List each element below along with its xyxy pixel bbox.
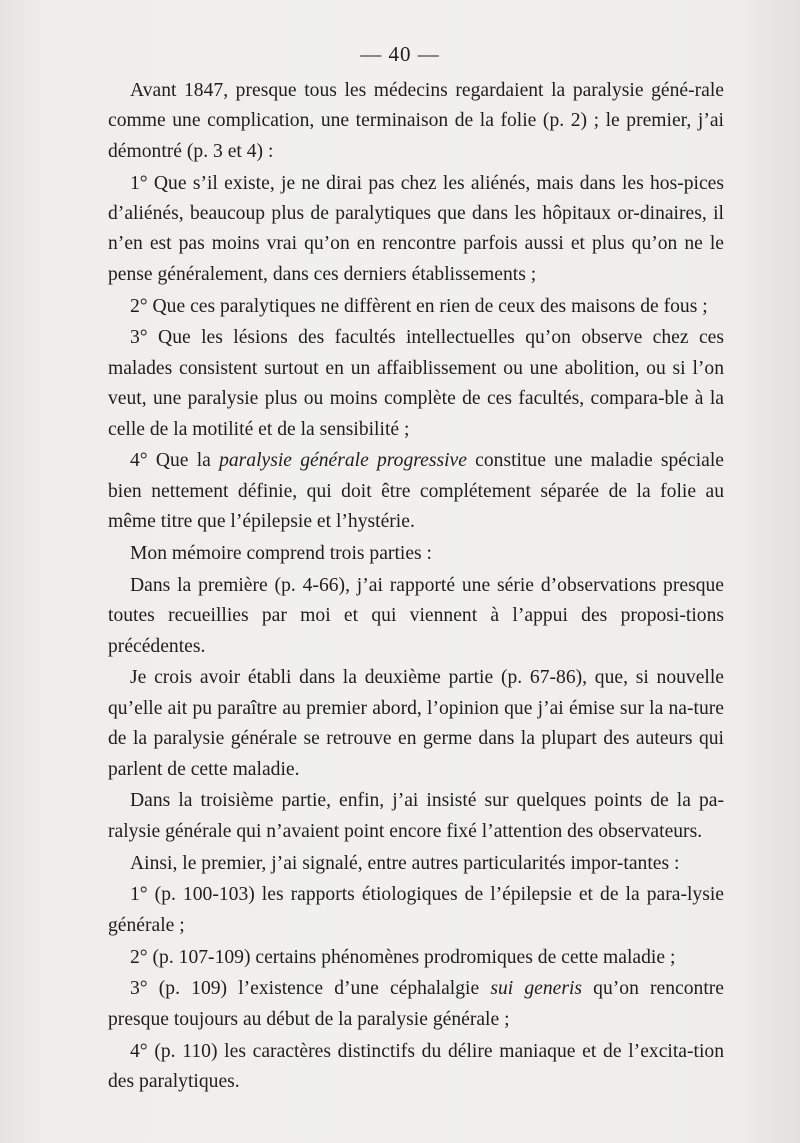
text-segment: Dans la troisième partie, enfin, j’ai insisté sur quelques points de la pa-ralysie générale qui n’avaient point encore fixé l’attention des observateurs. — [108, 790, 724, 842]
text-segment: 3° Que les lésions des facultés intellectuelles qu’on observe chez ces malades consistent surtout en un affaiblissement ou une abolition, ou si l’on veut, une paralysie plus ou moins complète de ces facultés, compara-ble à la celle de la motilité et de la sensibilité ; — [108, 327, 724, 440]
text-segment: Mon mémoire comprend trois parties : — [130, 543, 433, 565]
paragraph — [108, 446, 724, 537]
text-segment: Je crois avoir établi dans la deuxième partie (p. 67-86), que, si nouvelle qu’elle ait pu paraître au premier abord, l’opinion que j’ai émise sur la na-ture de la paralysie générale se retrouve en germe dans la plupart des auteurs qui parlent de cette maladie. — [108, 667, 724, 780]
text-segment: constitue une maladie spéciale bien nettement définie, qui doit être complétement séparée de la folie au même titre que l’épilepsie et l’hystérie. — [108, 450, 724, 533]
body-text — [108, 76, 724, 1097]
paragraph — [108, 571, 724, 662]
text-segment: 1° Que s’il existe, je ne dirai pas chez les aliénés, mais dans les hos-pices d’aliénés, beaucoup plus de paralytiques que dans les hôpitaux or-dinaires, il n’en est pas moins vrai qu’on en rencontre parfois aussi et plus qu’on ne le pense généralement, dans ces derniers établissements ; — [108, 172, 724, 285]
paragraph — [108, 849, 724, 879]
paragraph — [108, 663, 724, 785]
text-segment: Avant 1847, presque tous les médecins regardaient la paralysie géné-rale comme une complication, une terminaison de la folie (p. 2) ; le premier, j’ai démontré (p. 3 et 4) : — [108, 80, 724, 162]
page-number: — 40 — — [360, 42, 440, 66]
paragraph — [108, 76, 724, 167]
text-segment: Ainsi, le premier, j’ai signalé, entre autres particularités impor-tantes : — [130, 852, 680, 874]
text-segment: 2° (p. 107-109) certains phénomènes prodromiques de cette maladie ; — [130, 946, 676, 968]
paragraph — [108, 974, 724, 1035]
text-segment: qu’on rencontre presque toujours au début de la paralysie générale ; — [108, 978, 725, 1030]
paragraph — [108, 323, 724, 445]
paragraph — [108, 943, 724, 973]
paragraph — [108, 539, 724, 569]
text-segment: 3° (p. 109) l’existence d’une céphalalgie — [130, 978, 491, 1000]
text-segment: 2° Que ces paralytiques ne diffèrent en rien de ceux des maisons de fous ; — [130, 295, 708, 317]
text-segment: 1° (p. 100-103) les rapports étiologiques de l’épilepsie et de la para-lysie générale ; — [108, 884, 724, 936]
italic-text: paralysie générale progressive — [219, 450, 467, 472]
italic-text: sui generis — [490, 978, 583, 1000]
text-segment: 4° Que la — [130, 450, 220, 472]
paragraph — [108, 880, 724, 941]
paragraph — [108, 1037, 724, 1098]
text-segment: Dans la première (p. 4-66), j’ai rapporté une série d’observations presque toutes recueillies par moi et qui viennent à l’appui des proposi-tions précédentes. — [108, 574, 724, 657]
text-segment: 4° (p. 110) les caractères distinctifs du délire maniaque et de l’excita-tion des paralytiques. — [108, 1040, 724, 1093]
paragraph — [108, 786, 724, 847]
paragraph — [108, 169, 724, 291]
paragraph — [108, 292, 724, 322]
